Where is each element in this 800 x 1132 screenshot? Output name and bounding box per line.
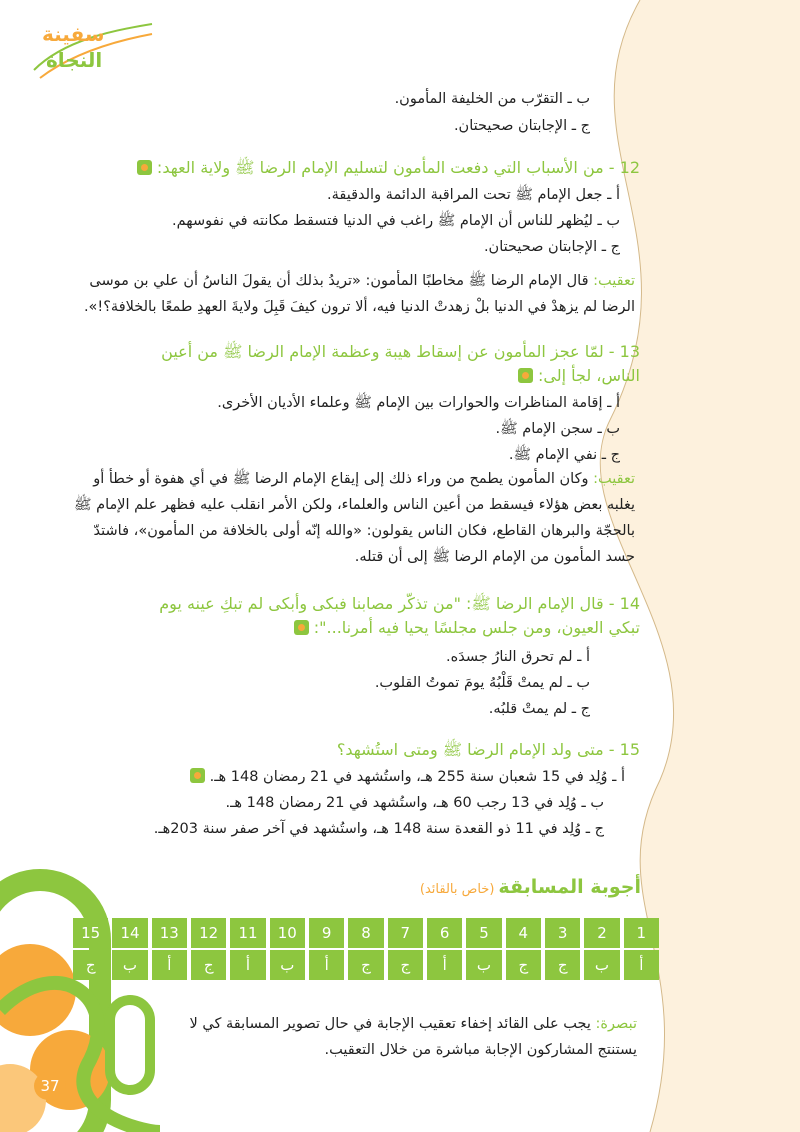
answer-number-cell: 6 (427, 918, 462, 948)
ornament-icon (294, 620, 309, 635)
ornament-icon (190, 768, 205, 783)
q11-option-b: ب ـ التقرّب من الخليفة المأمون. (394, 91, 590, 107)
answer-number-cell: 13 (152, 918, 187, 948)
comment2-label: تعقيب: (593, 471, 635, 487)
answer-number-cell: 12 (191, 918, 226, 948)
q12-option-a: أ ـ جعل الإمام ﷺ تحت المراقبة الدائمة والدقيقة. (326, 187, 620, 203)
q13-option-a: أ ـ إقامة المناظرات والحوارات بين الإمام ﷺ وعلماء الأديان الأخرى. (217, 395, 620, 411)
comment1-line2: الرضا لم يزهدْ في الدنيا بلْ زهدتْ الدنيا فيه، ألا ترون كيفَ قَبِلَ ولايةَ العهدِ طمعًا بالخلافة؟!». (83, 299, 635, 315)
q13-option-b: ب ـ سجن الإمام ﷺ. (495, 421, 620, 437)
q12-option-b: ب ـ ليُظهر للناس أن الإمام ﷺ راغب في الدنيا فتسقط مكانته في نفوسهم. (172, 213, 620, 229)
ornament-icon (518, 368, 533, 383)
answer-number-cell: 1 (624, 918, 659, 948)
answer-number-cell: 15 (73, 918, 108, 948)
answer-letter-cell: أ (427, 950, 462, 980)
q15-question: 15 - متى ولد الإمام الرضا ﷺ ومتى استُشهد؟ (336, 740, 640, 759)
comment2-line2: يغلبه بعض هؤلاء فيسقط من أعين الناس والعلماء، ولكن الأمر انقلب عليه فظهر علم الإمام ﷺ (73, 497, 635, 513)
answer-letter-cell: أ (152, 950, 187, 980)
answer-number-cell: 2 (584, 918, 619, 948)
q14-heading-line2: تبكي العيون، ومن جلس مجلسًا يحيا فيه أمرنا...": (288, 618, 640, 639)
answer-number-cell: 4 (506, 918, 541, 948)
q15-option-a: أ ـ وُلِد في 15 شعبان سنة 255 هـ، واستُشهد في 21 رمضان 148 هـ. (184, 768, 625, 787)
note-line2: يستنتج المشاركون الإجابة مباشرة من خلال التعقيب. (324, 1042, 637, 1058)
answer-number-cell: 7 (388, 918, 423, 948)
answer-number-cell: 9 (309, 918, 344, 948)
q15-option-b: ب ـ وُلِد في 13 رجب 60 هـ، واستُشهد في 21 رمضان 148 هـ. (225, 795, 604, 811)
comment1-label: تعقيب: (593, 273, 635, 289)
q13-question-line1: 13 - لمّا عجز المأمون عن إسقاط هيبة وعظمة الإمام الرضا ﷺ من أعين (161, 342, 640, 361)
q13-heading-line2: الناس، لجأ إلى: (512, 366, 640, 387)
answer-letter-cell: ج (506, 950, 541, 980)
answer-letter-cell: ب (270, 950, 305, 980)
answers-title: أجوبة المسابقة(خاص بالقائد) (419, 876, 641, 898)
answer-letter-cell: ج (73, 950, 108, 980)
comment1-line1: تعقيب: قال الإمام الرضا ﷺ مخاطبًا المأمون: «تريدُ بذلك أن يقولَ الناسُ أن علي بن موسى (89, 273, 635, 289)
q14-question-line1: 14 - قال الإمام الرضا ﷺ: "من تذكّر مصابنا فبكى وأبكى لم تبكِ عينه يوم (159, 594, 640, 613)
logo-line2: النجاة (46, 48, 103, 72)
comment2-line3: بالحجّة والبرهان القاطع، فكان الناس يقولون: «والله إنّه أولى بالخلافة من المأمون»، فاشتدّ (93, 523, 635, 539)
answer-number-cell: 8 (348, 918, 383, 948)
q12-question: 12 - من الأسباب التي دفعت المأمون لتسليم الإمام الرضا ﷺ ولاية العهد: (156, 158, 640, 177)
page-number: 37 (34, 1072, 66, 1100)
q12-heading (131, 158, 640, 179)
note-line1: تبصرة: يجب على القائد إخفاء تعقيب الإجابة في حال تصوير المسابقة كي لا (189, 1016, 637, 1032)
answer-letter-cell: ب (112, 950, 147, 980)
q14-option-c: ج ـ لم يمتْ قلبُه. (488, 701, 590, 717)
answer-letter-cell: أ (230, 950, 265, 980)
comment2-line1: تعقيب: وكان المأمون يطمح من وراء ذلك إلى إيقاع الإمام الرضا ﷺ في أي هفوة أو خطأ أو (93, 471, 635, 487)
logo-line1: سفينة (42, 22, 105, 46)
ornament-icon (137, 160, 152, 175)
note-label: تبصرة: (595, 1016, 637, 1032)
answer-letter-cell: ج (191, 950, 226, 980)
answer-letter-cell: أ (624, 950, 659, 980)
answer-letter-cell: ج (545, 950, 580, 980)
answer-letter-cell: ب (466, 950, 501, 980)
q12-option-c: ج ـ الإجابتان صحيحتان. (483, 239, 620, 255)
answer-number-cell: 10 (270, 918, 305, 948)
q11-option-c: ج ـ الإجابتان صحيحتان. (453, 118, 590, 134)
answer-letter-cell: ب (584, 950, 619, 980)
q14-option-a: أ ـ لم تحرق النارُ جسدَه. (446, 649, 590, 665)
answer-number-cell: 14 (112, 918, 147, 948)
q14-option-b: ب ـ لم يمتْ قَلْبُهُ يومَ تموتُ القلوب. (374, 675, 590, 691)
answer-letter-cell: أ (309, 950, 344, 980)
answer-letter-cell: ج (348, 950, 383, 980)
q15-option-c: ج ـ وُلِد في 11 ذو القعدة سنة 148 هـ، واستُشهد في آخر صفر سنة 203هـ. (153, 821, 604, 837)
answer-number-cell: 3 (545, 918, 580, 948)
q13-option-c: ج ـ نفي الإمام ﷺ. (508, 447, 620, 463)
answers-subtitle: (خاص بالقائد) (419, 882, 495, 897)
answer-number-cell: 11 (230, 918, 265, 948)
answer-letter-cell: ج (388, 950, 423, 980)
answers-grid (73, 918, 659, 980)
comment2-line4: حسد المأمون من الإمام الرضا ﷺ إلى أن قتله. (354, 549, 635, 565)
answer-number-cell: 5 (466, 918, 501, 948)
